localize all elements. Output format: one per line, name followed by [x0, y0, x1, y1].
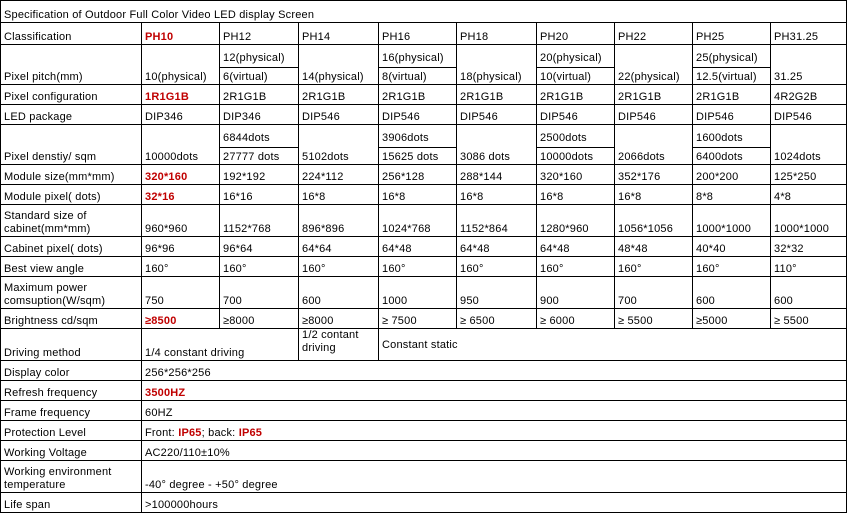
cell-subvalue: 20(physical)	[537, 51, 614, 68]
table-cell: 1/2 contant driving	[299, 329, 379, 361]
row-label: Pixel pitch(mm)	[1, 45, 142, 85]
table-cell: 160°	[379, 257, 457, 277]
row-working-environment	[1, 461, 847, 493]
table-cell: 700	[220, 277, 299, 309]
row-label: Cabinet pixel( dots)	[1, 237, 142, 257]
row-label: Life span	[1, 493, 142, 513]
cell-value: 8(virtual)	[382, 71, 427, 83]
row-module-size	[1, 165, 847, 185]
table-cell	[457, 45, 537, 85]
table-cell: 64*64	[299, 237, 379, 257]
cell-value: 5102dots	[302, 151, 349, 163]
cell-value: 6(virtual)	[223, 71, 268, 83]
table-cell: 700	[615, 277, 693, 309]
table-cell	[537, 45, 615, 85]
table-cell: ≥8500	[142, 309, 220, 329]
cell-subvalue: 2500dots	[537, 131, 614, 148]
row-label: Protection Level	[1, 421, 142, 441]
row-label: Pixel denstiy/ sqm	[1, 125, 142, 165]
table-cell: 320*160	[142, 165, 220, 185]
front-label: Front:	[145, 427, 179, 439]
table-cell: 1000*1000	[771, 205, 847, 237]
row-cabinet-pixel	[1, 237, 847, 257]
table-cell: 96*96	[142, 237, 220, 257]
cell-ph20: PH20	[537, 23, 615, 45]
table-cell: 256*128	[379, 165, 457, 185]
table-cell: 16*8	[379, 185, 457, 205]
table-cell: 600	[771, 277, 847, 309]
cell-value: 6400dots	[696, 151, 743, 163]
row-module-pixel	[1, 185, 847, 205]
table-cell: 4R2G2B	[771, 85, 847, 105]
table-cell	[771, 125, 847, 165]
table-cell	[537, 125, 615, 165]
table-cell: 1000*1000	[693, 205, 771, 237]
row-led-package	[1, 105, 847, 125]
cell-ph10: PH10	[142, 23, 220, 45]
table-cell: 160°	[299, 257, 379, 277]
table-cell: 600	[693, 277, 771, 309]
cell-value: 3086 dots	[460, 151, 511, 163]
cell-value: 18(physical)	[460, 71, 522, 83]
table-cell	[457, 125, 537, 165]
table-cell: 200*200	[693, 165, 771, 185]
table-cell: 3500HZ	[142, 381, 847, 401]
row-pixel-pitch	[1, 45, 847, 85]
table-cell: 750	[142, 277, 220, 309]
cell-subvalue: 25(physical)	[693, 51, 770, 68]
table-cell: 1280*960	[537, 205, 615, 237]
cell-value: 12.5(virtual)	[696, 71, 757, 83]
table-cell: 2R1G1B	[615, 85, 693, 105]
table-cell: 2R1G1B	[220, 85, 299, 105]
table-cell: 320*160	[537, 165, 615, 185]
table-cell	[379, 45, 457, 85]
row-pixel-config	[1, 85, 847, 105]
back-label: ; back:	[201, 427, 239, 439]
cell-subvalue: 12(physical)	[220, 51, 298, 68]
table-cell: ≥5000	[693, 309, 771, 329]
row-label: Module size(mm*mm)	[1, 165, 142, 185]
table-cell: 256*256*256	[142, 361, 847, 381]
table-cell: ≥8000	[299, 309, 379, 329]
row-life-span	[1, 493, 847, 513]
row-label: Module pixel( dots)	[1, 185, 142, 205]
table-cell: 288*144	[457, 165, 537, 185]
title-row	[1, 1, 847, 23]
cell-value: 22(physical)	[618, 71, 680, 83]
cell-subvalue: 1600dots	[693, 131, 770, 148]
cell-value: 15625 dots	[382, 151, 439, 163]
table-cell	[142, 421, 847, 441]
table-cell: DIP546	[379, 105, 457, 125]
table-cell: 16*8	[457, 185, 537, 205]
table-cell	[299, 45, 379, 85]
table-cell: -40° degree - +50° degree	[142, 461, 847, 493]
table-cell: 2R1G1B	[457, 85, 537, 105]
cell-ph22: PH22	[615, 23, 693, 45]
table-cell: Constant static	[379, 329, 847, 361]
front-value: IP65	[178, 427, 202, 439]
table-cell: 2R1G1B	[693, 85, 771, 105]
table-cell: 1056*1056	[615, 205, 693, 237]
row-max-power	[1, 277, 847, 309]
table-cell	[220, 45, 299, 85]
row-label: Brightness cd/sqm	[1, 309, 142, 329]
row-label: LED package	[1, 105, 142, 125]
table-cell	[379, 125, 457, 165]
row-label: Driving method	[1, 329, 142, 361]
table-cell: ≥ 7500	[379, 309, 457, 329]
cell-ph14: PH14	[299, 23, 379, 45]
cell-value: 27777 dots	[223, 151, 280, 163]
table-cell: ≥ 5500	[615, 309, 693, 329]
table-cell: 48*48	[615, 237, 693, 257]
table-cell: 60HZ	[142, 401, 847, 421]
table-cell: 1000	[379, 277, 457, 309]
table-cell: 64*48	[457, 237, 537, 257]
table-title: Specification of Outdoor Full Color Video LED display Screen	[1, 1, 847, 23]
row-classification	[1, 23, 847, 45]
cell-subvalue: 6844dots	[220, 131, 298, 148]
table-cell: DIP346	[142, 105, 220, 125]
back-value: IP65	[238, 427, 263, 439]
cell-value: 2066dots	[618, 151, 665, 163]
cell-ph25: PH25	[693, 23, 771, 45]
table-cell: AC220/110±10%	[142, 441, 847, 461]
table-cell: 32*32	[771, 237, 847, 257]
cell-value: 10(virtual)	[540, 71, 592, 83]
cell-subvalue: 16(physical)	[379, 51, 456, 68]
table-cell: DIP546	[693, 105, 771, 125]
table-cell: DIP546	[537, 105, 615, 125]
row-label: Pixel configuration	[1, 85, 142, 105]
table-cell: DIP546	[457, 105, 537, 125]
table-cell: DIP546	[299, 105, 379, 125]
table-cell: ≥ 6500	[457, 309, 537, 329]
row-label: Working Voltage	[1, 441, 142, 461]
cell-subvalue: 3906dots	[379, 131, 456, 148]
table-cell: ≥ 6000	[537, 309, 615, 329]
table-cell: 160°	[693, 257, 771, 277]
row-brightness	[1, 309, 847, 329]
table-cell: 224*112	[299, 165, 379, 185]
table-cell: 125*250	[771, 165, 847, 185]
row-pixel-density	[1, 125, 847, 165]
table-cell: DIP346	[220, 105, 299, 125]
table-cell: 1R1G1B	[142, 85, 220, 105]
cell-ph12: PH12	[220, 23, 299, 45]
table-cell: 960*960	[142, 205, 220, 237]
cell-value: 31.25	[774, 71, 803, 83]
table-cell: 16*8	[537, 185, 615, 205]
row-driving-method	[1, 329, 847, 361]
row-label: Maximum power comsuption(W/sqm)	[1, 277, 142, 309]
table-cell: 16*8	[299, 185, 379, 205]
table-cell: 192*192	[220, 165, 299, 185]
table-cell: >100000hours	[142, 493, 847, 513]
table-cell: ≥ 5500	[771, 309, 847, 329]
table-cell: 896*896	[299, 205, 379, 237]
table-cell	[142, 125, 220, 165]
table-cell	[615, 45, 693, 85]
table-cell: DIP546	[771, 105, 847, 125]
table-cell: 16*16	[220, 185, 299, 205]
table-cell: 2R1G1B	[379, 85, 457, 105]
row-refresh-frequency	[1, 381, 847, 401]
table-cell: 160°	[142, 257, 220, 277]
cell-value: 10000dots	[540, 151, 594, 163]
cell-ph18: PH18	[457, 23, 537, 45]
row-label: Best view angle	[1, 257, 142, 277]
table-cell: 1152*768	[220, 205, 299, 237]
row-working-voltage	[1, 441, 847, 461]
table-cell: DIP546	[615, 105, 693, 125]
table-cell: ≥8000	[220, 309, 299, 329]
cell-value: 14(physical)	[302, 71, 364, 83]
table-cell: 32*16	[142, 185, 220, 205]
table-cell: 4*8	[771, 185, 847, 205]
table-cell: 900	[537, 277, 615, 309]
row-display-color	[1, 361, 847, 381]
cell-ph16: PH16	[379, 23, 457, 45]
table-cell: 1/4 constant driving	[142, 329, 299, 361]
row-standard-size	[1, 205, 847, 237]
row-frame-frequency	[1, 401, 847, 421]
row-label: Standard size of cabinet(mm*mm)	[1, 205, 142, 237]
table-cell: 600	[299, 277, 379, 309]
table-cell: 2R1G1B	[537, 85, 615, 105]
row-label: Display color	[1, 361, 142, 381]
cell-value: 10000dots	[145, 151, 199, 163]
table-cell: 64*48	[379, 237, 457, 257]
table-cell: 110°	[771, 257, 847, 277]
cell-ph31: PH31.25	[771, 23, 847, 45]
row-view-angle	[1, 257, 847, 277]
row-label: Refresh frequency	[1, 381, 142, 401]
table-cell	[142, 45, 220, 85]
cell-value: 1024dots	[774, 151, 821, 163]
table-cell: 160°	[457, 257, 537, 277]
table-cell: 950	[457, 277, 537, 309]
table-cell: 16*8	[615, 185, 693, 205]
table-cell: 160°	[220, 257, 299, 277]
table-cell: 1024*768	[379, 205, 457, 237]
table-cell	[693, 125, 771, 165]
row-protection-level	[1, 421, 847, 441]
table-cell	[615, 125, 693, 165]
row-label: Frame frequency	[1, 401, 142, 421]
table-cell: 8*8	[693, 185, 771, 205]
table-cell: 64*48	[537, 237, 615, 257]
table-cell: 96*64	[220, 237, 299, 257]
table-cell: 352*176	[615, 165, 693, 185]
table-cell	[693, 45, 771, 85]
table-cell	[771, 45, 847, 85]
table-cell: 1152*864	[457, 205, 537, 237]
table-cell: 2R1G1B	[299, 85, 379, 105]
table-cell: 160°	[537, 257, 615, 277]
table-cell: 40*40	[693, 237, 771, 257]
table-cell	[299, 125, 379, 165]
table-cell	[220, 125, 299, 165]
row-label: Classification	[1, 23, 142, 45]
table-cell: 160°	[615, 257, 693, 277]
row-label: Working environment temperature	[1, 461, 142, 493]
cell-value: 10(physical)	[145, 71, 207, 83]
